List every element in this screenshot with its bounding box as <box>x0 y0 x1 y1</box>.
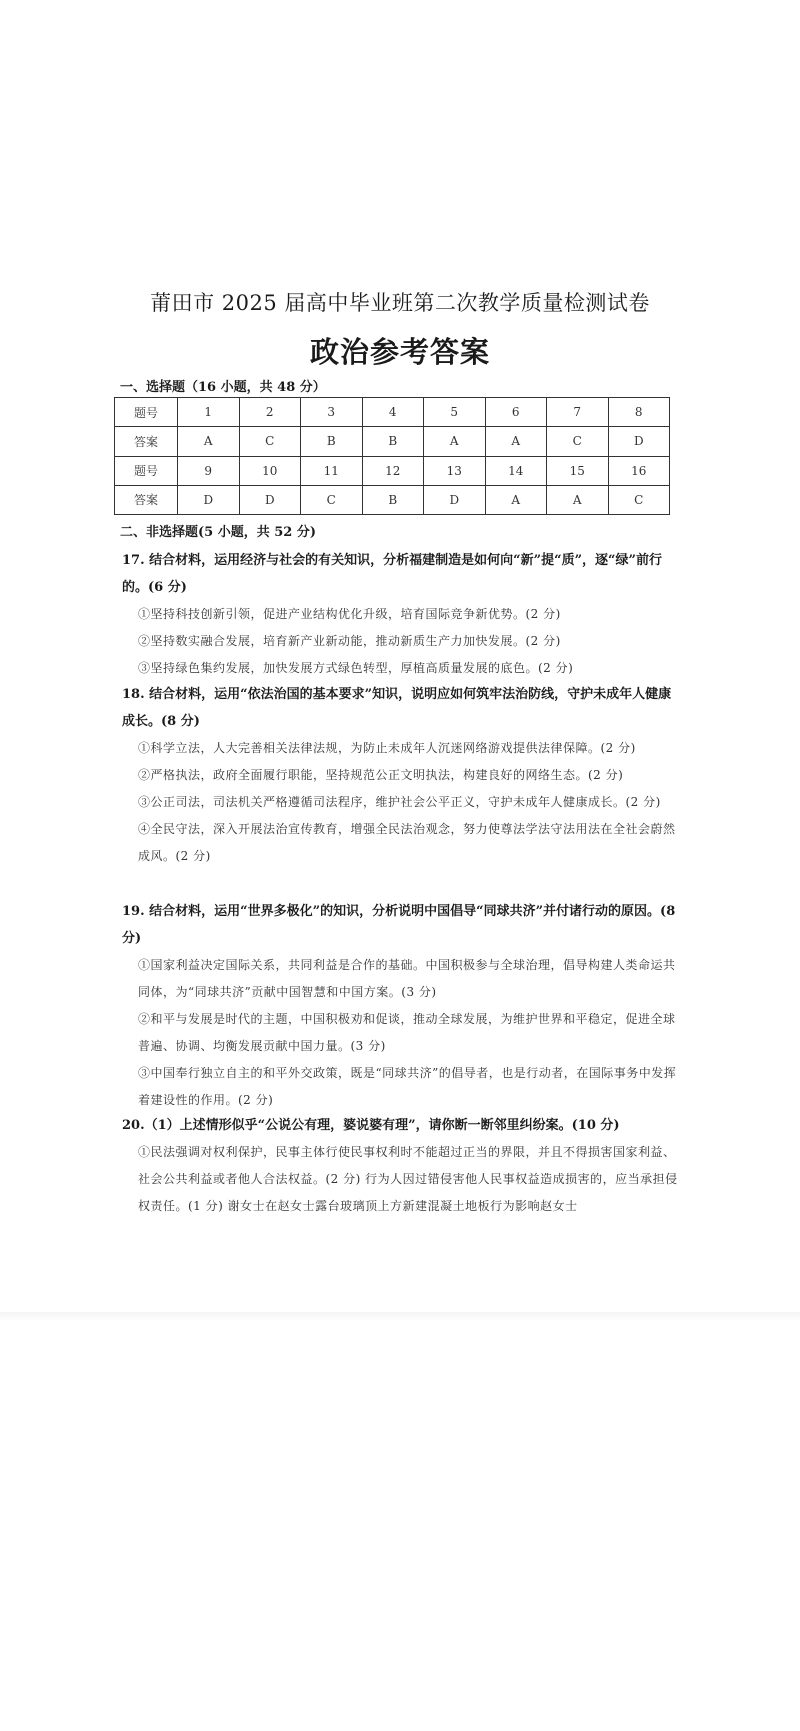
answer-point: ②和平与发展是时代的主题，中国积极劝和促谈，推动全球发展，为维护世界和平稳定，促进全球普遍、协调、均衡发展贡献中国力量。(3 分) <box>138 1012 676 1053</box>
answer-point: ①坚持科技创新引领，促进产业结构优化升级，培育国际竞争新优势。(2 分) <box>138 607 561 621</box>
answer-point: ③公正司法，司法机关严格遵循司法程序，维护社会公平正义，守护未成年人健康成长。(2 分) <box>138 795 661 809</box>
question-19-points <box>138 952 680 1114</box>
answer-table-cell: A <box>424 427 486 456</box>
answer-table-cell: A <box>178 427 240 456</box>
question-18 <box>122 681 682 735</box>
answer-table-cell: B <box>362 485 424 514</box>
question-17 <box>122 547 682 601</box>
question-17-points <box>138 601 680 682</box>
answer-table-row-label: 题号 <box>115 456 178 485</box>
answer-table-cell: C <box>239 427 301 456</box>
answer-table-cell: 6 <box>485 398 547 427</box>
answer-table-cell: A <box>485 427 547 456</box>
page-bottom-edge <box>0 1312 800 1322</box>
answer-table-cell: 2 <box>239 398 301 427</box>
answer-point: ①民法强调对权利保护，民事主体行使民事权利时不能超过正当的界限，并且不得损害国家利益、社会公共利益或者他人合法权益。(2 分) 行为人因过错侵害他人民事权益造成损害的，应当承担侵权责任。(1 分) 谢女士在赵女士露台玻璃顶上方新建混凝土地板行为影响赵女士 <box>138 1145 678 1213</box>
answer-table-row <box>115 456 670 485</box>
exam-title: 莆田市 2025 届高中毕业班第二次教学质量检测试卷 <box>150 291 650 315</box>
answer-table-cell: C <box>608 485 670 514</box>
section-choice-heading: 一、选择题（16 小题，共 48 分） <box>120 380 326 395</box>
answer-table-cell: C <box>547 427 609 456</box>
answer-table-row <box>115 398 670 427</box>
answer-table-cell: 5 <box>424 398 486 427</box>
answer-table-cell: 10 <box>239 456 301 485</box>
answer-point: ③坚持绿色集约发展，加快发展方式绿色转型，厚植高质量发展的底色。(2 分) <box>138 661 574 675</box>
answer-table-row-label: 答案 <box>115 427 178 456</box>
question-18-text: 18. 结合材料，运用“依法治国的基本要求”知识，说明应如何筑牢法治防线，守护未成年人健康成长。(8 分) <box>122 687 672 729</box>
answer-table-cell: 8 <box>608 398 670 427</box>
answer-table-cell: D <box>424 485 486 514</box>
answer-point: ①科学立法，人大完善相关法律法规，为防止未成年人沉迷网络游戏提供法律保障。(2 分) <box>138 741 636 755</box>
answer-table-cell: 1 <box>178 398 240 427</box>
answer-table-row <box>115 485 670 514</box>
question-20 <box>122 1112 682 1139</box>
question-19-text: 19. 结合材料，运用“世界多极化”的知识，分析说明中国倡导“同球共济”并付诸行动的原因。(8 分) <box>122 904 676 946</box>
answer-table-cell: B <box>362 427 424 456</box>
answer-table-cell: 13 <box>424 456 486 485</box>
answer-table <box>114 397 670 515</box>
answer-point: ④全民守法，深入开展法治宣传教育，增强全民法治观念，努力使尊法学法守法用法在全社会蔚然成风。(2 分) <box>138 822 676 863</box>
answer-table-cell: 7 <box>547 398 609 427</box>
answer-table-row-label: 题号 <box>115 398 178 427</box>
answer-table-cell: D <box>608 427 670 456</box>
answer-table-cell: 9 <box>178 456 240 485</box>
answer-table-cell: D <box>239 485 301 514</box>
question-20-text: 20.（1）上述情形似乎“公说公有理，婆说婆有理”，请你断一断邻里纠纷案。(10 分) <box>122 1118 620 1133</box>
answer-table-cell: B <box>301 427 363 456</box>
answer-point: ③中国奉行独立自主的和平外交政策，既是“同球共济”的倡导者，也是行动者，在国际事务中发挥着建设性的作用。(2 分) <box>138 1066 677 1107</box>
answer-table-row <box>115 427 670 456</box>
answer-point: ②坚持数实融合发展，培育新产业新动能，推动新质生产力加快发展。(2 分) <box>138 634 561 648</box>
question-17-text: 17. 结合材料，运用经济与社会的有关知识，分析福建制造是如何向“新”提“质”，逐“绿”前行的。(6 分) <box>122 553 663 595</box>
question-19 <box>122 898 682 952</box>
answer-table-cell: C <box>301 485 363 514</box>
answer-table-cell: A <box>547 485 609 514</box>
answer-point: ①国家利益决定国际关系，共同利益是合作的基础。中国积极参与全球治理，倡导构建人类命运共同体，为“同球共济”贡献中国智慧和中国方案。(3 分) <box>138 958 676 999</box>
answer-table-cell: 14 <box>485 456 547 485</box>
answer-table-cell: A <box>485 485 547 514</box>
answer-table-cell: D <box>178 485 240 514</box>
question-18-points <box>138 735 680 870</box>
answer-key-title: 政治参考答案 <box>309 335 490 369</box>
question-20-points <box>138 1139 680 1220</box>
answer-table-cell: 4 <box>362 398 424 427</box>
answer-point: ②严格执法，政府全面履行职能，坚持规范公正文明执法，构建良好的网络生态。(2 分) <box>138 768 624 782</box>
answer-table-cell: 15 <box>547 456 609 485</box>
answer-table-row-label: 答案 <box>115 485 178 514</box>
answer-table-cell: 3 <box>301 398 363 427</box>
answer-table-cell: 12 <box>362 456 424 485</box>
section-nonchoice-heading: 二、非选择题(5 小题，共 52 分) <box>120 525 317 540</box>
answer-table-cell: 11 <box>301 456 363 485</box>
answer-table-cell: 16 <box>608 456 670 485</box>
